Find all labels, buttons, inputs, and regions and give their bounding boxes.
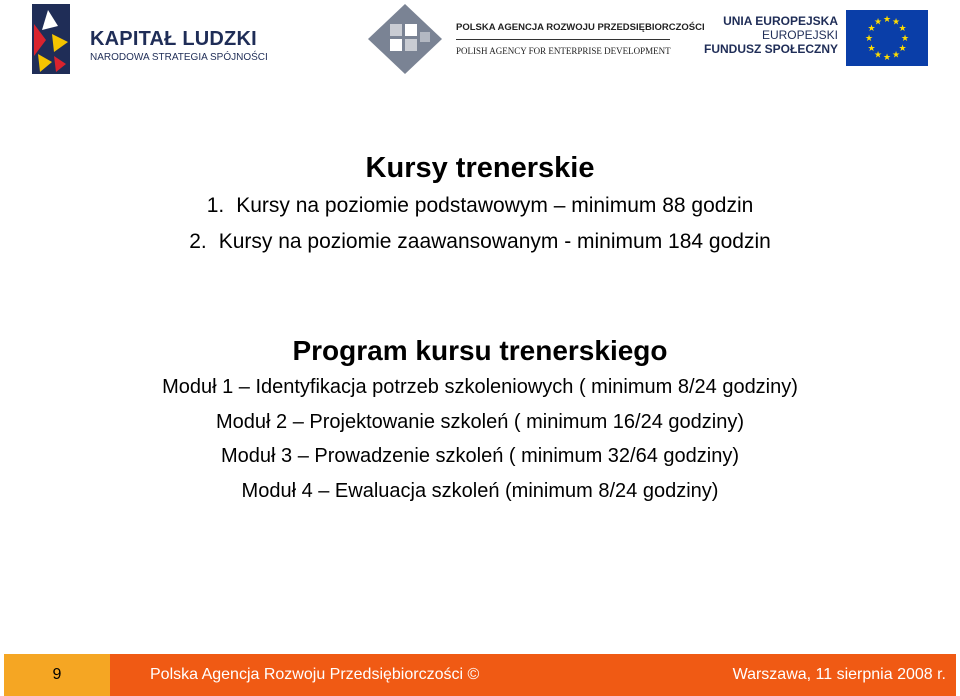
eu-text	[704, 14, 838, 56]
kapital-ludzki-title: KAPITAŁ LUDZKI	[90, 28, 257, 50]
course-number: 2.	[189, 230, 207, 253]
svg-text:★: ★	[900, 34, 910, 44]
page-title: Kursy trenerskie	[365, 152, 595, 184]
module-item: Moduł 4 – Ewaluacja szkoleń (minimum 8/24 godziny)	[241, 479, 719, 502]
page-number-box	[4, 654, 110, 696]
program-title: Program kursu trenerskiego	[292, 335, 668, 366]
main-section	[0, 148, 960, 260]
parp-name-pl: POLSKA AGENCJA ROZWOJU PRZEDSIĘBIORCZOŚCI	[456, 22, 705, 33]
svg-text:★: ★	[873, 17, 883, 28]
page-number: 9	[52, 666, 62, 683]
course-item	[0, 188, 960, 224]
courses-list	[0, 188, 960, 260]
parp-logo	[368, 4, 705, 74]
modules-list	[0, 370, 960, 508]
svg-text:★: ★	[867, 24, 876, 34]
parp-mark-icon	[368, 4, 442, 74]
course-text: Kursy na poziomie zaawansowanym - minimum 184 godzin	[218, 230, 771, 253]
eu-line2: EUROPEJSKI	[761, 28, 838, 42]
eu-line3: FUNDUSZ SPOŁECZNY	[703, 42, 838, 56]
eu-flag-icon	[846, 10, 928, 66]
parp-name-en: POLISH AGENCY FOR ENTERPRISE DEVELOPMENT	[456, 46, 671, 56]
eu-line1: UNIA EUROPEJSKA	[723, 14, 838, 28]
module-item: Moduł 1 – Identyfikacja potrzeb szkoleniowych ( minimum 8/24 godziny)	[162, 376, 798, 398]
footer-agency: Polska Agencja Rozwoju Przedsiębiorczości ©	[150, 666, 480, 683]
svg-text:★: ★	[873, 50, 883, 61]
svg-text:★: ★	[867, 44, 876, 54]
parp-divider	[456, 39, 670, 40]
footer-date: Warszawa, 11 sierpnia 2008 r.	[732, 666, 946, 683]
course-text: Kursy na poziomie podstawowym – minimum 88 godzin	[236, 194, 754, 217]
svg-text:★: ★	[891, 17, 901, 28]
svg-text:★: ★	[898, 44, 907, 54]
kapital-ludzki-logo	[28, 4, 268, 76]
kapital-ludzki-mark-icon	[28, 4, 84, 76]
footer-bar	[4, 654, 956, 696]
svg-text:★: ★	[864, 34, 874, 44]
svg-text:★: ★	[891, 50, 901, 61]
svg-text:★: ★	[882, 53, 892, 63]
svg-text:★: ★	[898, 24, 907, 34]
program-section	[0, 332, 960, 508]
course-item	[0, 224, 960, 260]
kapital-ludzki-subtitle: NARODOWA STRATEGIA SPÓJNOŚCI	[90, 52, 268, 63]
module-item: Moduł 3 – Prowadzenie szkoleń ( minimum 32/64 godziny)	[220, 445, 740, 467]
eu-logo	[703, 10, 936, 70]
svg-text:★: ★	[882, 15, 892, 25]
course-number: 1.	[206, 194, 225, 217]
module-item: Moduł 2 – Projektowanie szkoleń ( minimum 16/24 godziny)	[215, 410, 745, 433]
